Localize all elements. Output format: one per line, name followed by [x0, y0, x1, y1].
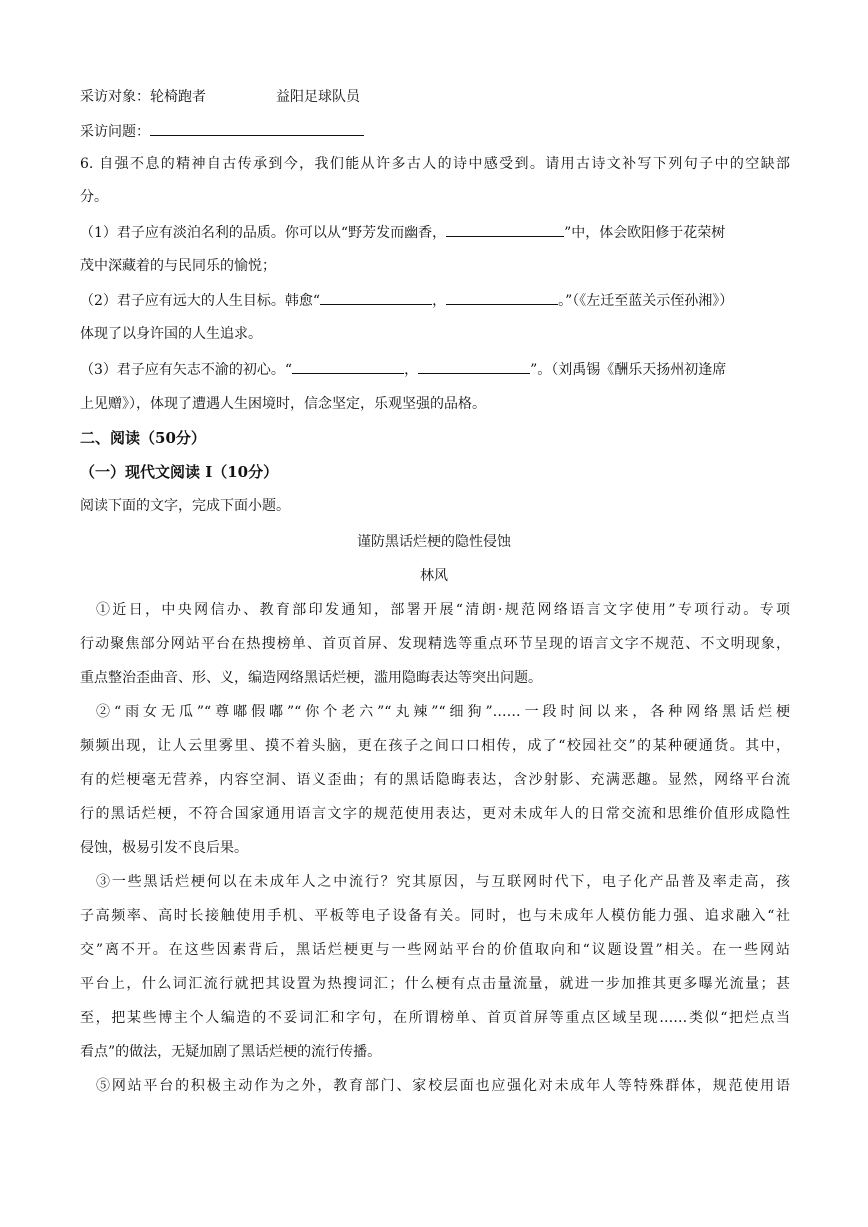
q6-item-3-text-a: （3）君子应有矢志不渝的初心。“ [80, 362, 293, 378]
q6-item-1-cont: 茂中深藏着的与民同乐的愉悦； [80, 258, 276, 274]
q6-item-1-text-b: ”中，体会欧阳修于花荣树 [564, 225, 726, 241]
p3-line-3: 交”离不开。在这些因素背后，黑话烂梗更与一些网站平台的价值取向和“议题设置”相关。在一些网站 [80, 942, 790, 958]
interview-question-line [80, 121, 364, 142]
section-title: 二、阅读（50分） [80, 429, 206, 447]
q6-item-2-sep: ， [432, 293, 447, 309]
p3-line-4: 平台上，什么词汇流行就把其设置为热搜词汇；什么梗有点击量流量，就进一步加推其更多曝光流量；甚 [80, 976, 790, 992]
q6-item-3-text-b: ”。（刘禹锡《酬乐天扬州初逢席 [530, 362, 727, 378]
p2-line-5: 侵蚀，极易引发不良后果。 [80, 840, 248, 856]
article-title: 谨防黑话烂梗的隐性侵蚀 [357, 534, 511, 550]
q6-item-1-blank[interactable] [446, 222, 564, 237]
subsection-title: （一）现代文阅读 I（10分） [80, 463, 279, 481]
q6-item-3-sep: ， [404, 362, 419, 378]
q6-item-2 [80, 290, 733, 311]
p1-line-3: 重点整治歪曲音、形、义，编造网络黑话烂梗，滥用隐晦表达等突出问题。 [80, 670, 542, 686]
reading-instruction: 阅读下面的文字，完成下面小题。 [80, 498, 290, 514]
p3-line-5: 至，把某些博主个人编造的不妥词汇和字句，在所谓榜单、首页首屏等重点区域呈现……类似“把烂点当 [80, 1010, 790, 1026]
q6-item-2-blank-2[interactable] [446, 290, 558, 305]
interview-question-label: 采访问题： [80, 124, 150, 140]
p5-line-1: ⑤网站平台的积极主动作为之外，教育部门、家校层面也应强化对未成年人等特殊群体，规范使用语 [96, 1078, 790, 1094]
p1-line-1: ①近日，中央网信办、教育部印发通知，部署开展“清朗·规范网络语言文字使用”专项行动。专项 [96, 602, 790, 618]
q6-stem-line-2: 分。 [80, 189, 108, 205]
interview-subjects-label: 采访对象： [80, 89, 150, 105]
q6-item-2-cont: 体现了以身许国的人生追求。 [80, 326, 262, 342]
p2-line-3: 有的烂梗毫无营养，内容空洞、语义歪曲；有的黑话隐晦表达，含沙射影、充满恶趣。显然，网络平台流 [80, 772, 790, 788]
p3-line-6: 看点”的做法，无疑加剧了黑话烂梗的流行传播。 [80, 1044, 382, 1060]
q6-item-3-blank-2[interactable] [418, 359, 530, 374]
interview-question-blank[interactable] [150, 121, 364, 136]
q6-item-2-text-b: 。”（《左迁至蓝关示侄孙湘》） [558, 293, 734, 309]
q6-item-2-blank-1[interactable] [320, 290, 432, 305]
p2-line-4: 行的黑话烂梗，不符合国家通用语言文字的规范使用表达，更对未成年人的日常交流和思维价值形成隐性 [80, 806, 790, 822]
interview-subject-2: 益阳足球队员 [276, 89, 360, 105]
q6-item-2-text-a: （2）君子应有远大的人生目标。韩愈“ [80, 293, 321, 309]
p1-line-2: 行动聚焦部分网站平台在热搜榜单、首页首屏、发现精选等重点环节呈现的语言文字不规范、不文明现象， [80, 636, 790, 652]
q6-stem-line-1: 6. 自强不息的精神自古传承到今，我们能从许多古人的诗中感受到。请用古诗文补写下列句子中的空缺部 [80, 156, 790, 172]
q6-item-1 [80, 222, 725, 243]
p3-line-2: 子高频率、高时长接触使用手机、平板等电子设备有关。同时，也与未成年人模仿能力强、追求融入“社 [80, 908, 790, 924]
p2-line-1: ②“雨女无瓜”“尊嘟假嘟”“你个老六”“丸辣”“细狗”……一段时间以来，各种网络黑话烂梗 [96, 704, 790, 720]
interview-subject-1: 轮椅跑者 [150, 89, 206, 105]
p2-line-2: 频频出现，让人云里雾里、摸不着头脑，更在孩子之间口口相传，成了“校园社交”的某种硬通货。其中， [80, 738, 790, 754]
p3-line-1: ③一些黑话烂梗何以在未成年人之中流行？究其原因，与互联网时代下，电子化产品普及率走高，孩 [96, 874, 790, 890]
q6-item-3-blank-1[interactable] [292, 359, 404, 374]
interview-subjects-line [80, 87, 360, 107]
q6-item-3-cont: 上见赠》），体现了遭遇人生困境时，信念坚定，乐观坚强的品格。 [80, 396, 486, 412]
q6-item-3 [80, 359, 726, 380]
article-author: 林风 [420, 568, 448, 584]
q6-item-1-text-a: （1）君子应有淡泊名利的品质。你可以从“野芳发而幽香， [80, 225, 447, 241]
